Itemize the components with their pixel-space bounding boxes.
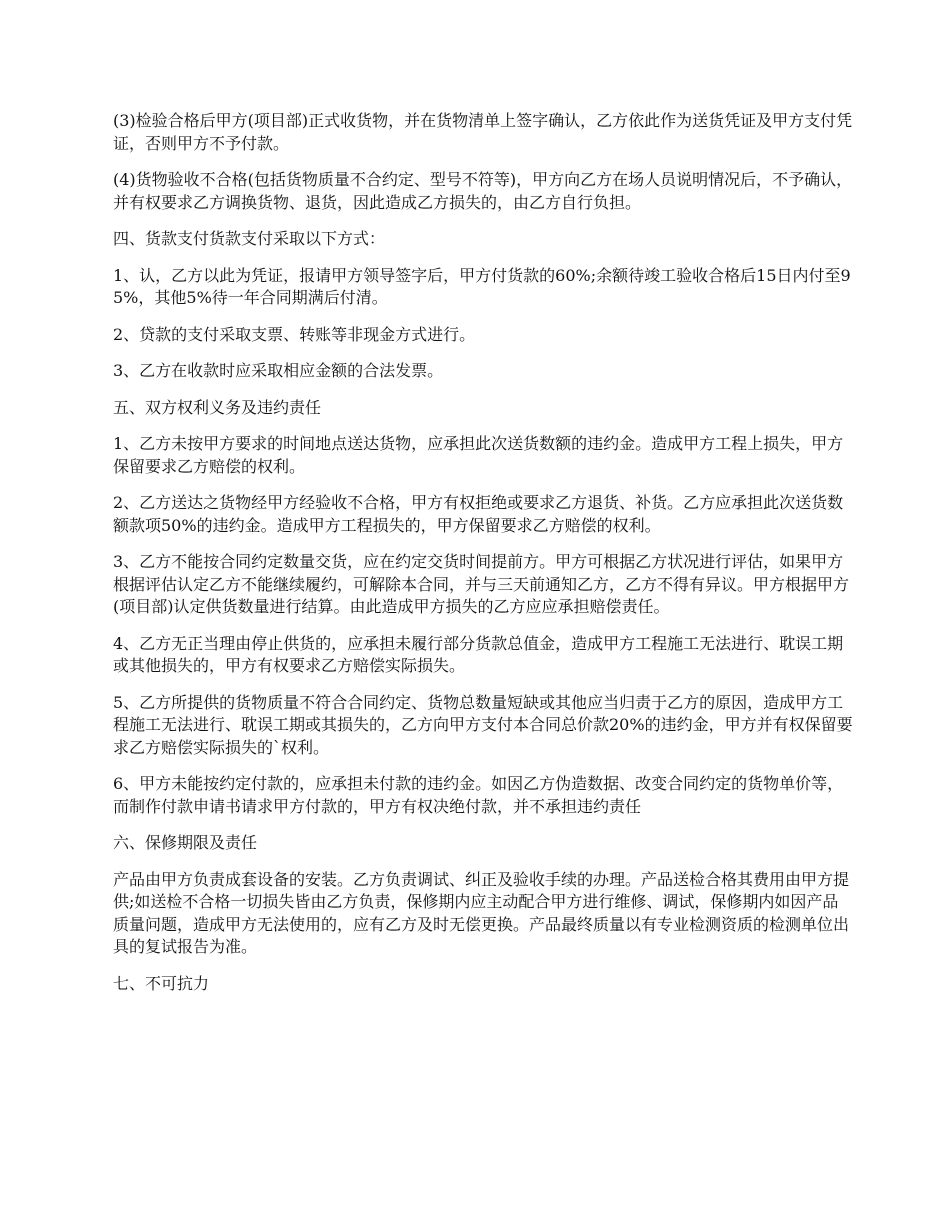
liability-item-3: 3、乙方不能按合同约定数量交货，应在约定交货时间提前方。甲方可根据乙方状况进行评估，如果甲方根据评估认定乙方不能继续履约，可解除本合同，并与三天前通知乙方，乙方不得有异议。甲方根据甲方(项目部)认定供货数量进行结算。由此造成甲方损失的乙方应应承担赔偿责任。 — [113, 552, 850, 616]
warranty-paragraph: 产品由甲方负责成套设备的安装。乙方负责调试、纠正及验收手续的办理。产品送检合格其费用由甲方提供;如送检不合格一切损失皆由乙方负责，保修期内应主动配合甲方进行维修、调试，保修期内如因产品质量问题，造成甲方无法使用的，应有乙方及时无偿更换。产品最终质量以有专业检测资质的检测单位出具的复试报告为准。 — [113, 869, 850, 956]
liability-item-1: 1、乙方未按甲方要求的时间地点送达货物，应承担此次送货数额的违约金。造成甲方工程上损失，甲方保留要求乙方赔偿的权利。 — [113, 434, 844, 476]
payment-item-1: 1、认，乙方以此为凭证，报请甲方领导签字后，甲方付货款的60%;余额待竣工验收合格后15日内付至95%，其他5%待一年合同期满后付清。 — [113, 265, 851, 307]
liability-item-2: 2、乙方送达之货物经甲方经验收不合格，甲方有权拒绝或要求乙方退货、补货。乙方应承担此次送货数额款项50%的违约金。造成甲方工程损失的，甲方保留要求乙方赔偿的权利。 — [113, 493, 844, 535]
clause-3-inspection-accepted: (3)检验合格后甲方(项目部)正式收货物，并在货物清单上签字确认，乙方依此作为送货凭证及甲方支付凭证，否则甲方不予付款。 — [113, 111, 853, 153]
liability-item-6: 6、甲方未能按约定付款的，应承担未付款的违约金。如因乙方伪造数据、改变合同约定的货物单价等，而制作付款申请书请求甲方付款的，甲方有权决绝付款，并不承担违约责任 — [113, 774, 844, 816]
document-body — [113, 110, 853, 1009]
payment-item-2: 2、贷款的支付采取支票、转账等非现金方式进行。 — [113, 324, 476, 344]
liability-item-5: 5、乙方所提供的货物质量不符合合同约定、货物总数量短缺或其他应当归责于乙方的原因，造成甲方工程施工无法进行、耽误工期或其损失的，乙方向甲方支付本合同总价款20%的违约金，甲方并有权保留要求乙方赔偿实际损失的`权利。 — [113, 692, 853, 757]
section-5-heading: 五、双方权利义务及违约责任 — [113, 397, 322, 417]
payment-item-3: 3、乙方在收款时应采取相应金额的合法发票。 — [113, 361, 444, 380]
clause-4-inspection-rejected: (4)货物验收不合格(包括货物质量不合约定、型号不符等)，甲方向乙方在场人员说明情况后，不予确认，并有权要求乙方调换货物、退货，因此造成乙方损失的，由乙方自行负担。 — [113, 170, 853, 212]
section-7-heading: 七、不可抗力 — [113, 973, 210, 993]
section-4-heading: 四、货款支付货款支付采取以下方式： — [113, 229, 386, 248]
section-6-heading: 六、保修期限及责任 — [113, 833, 258, 852]
liability-item-4: 4、乙方无正当理由停止供货的，应承担未履行部分货款总值金，造成甲方工程施工无法进行、耽误工期或其他损失的，甲方有权要求乙方赔偿实际损失。 — [113, 633, 844, 675]
